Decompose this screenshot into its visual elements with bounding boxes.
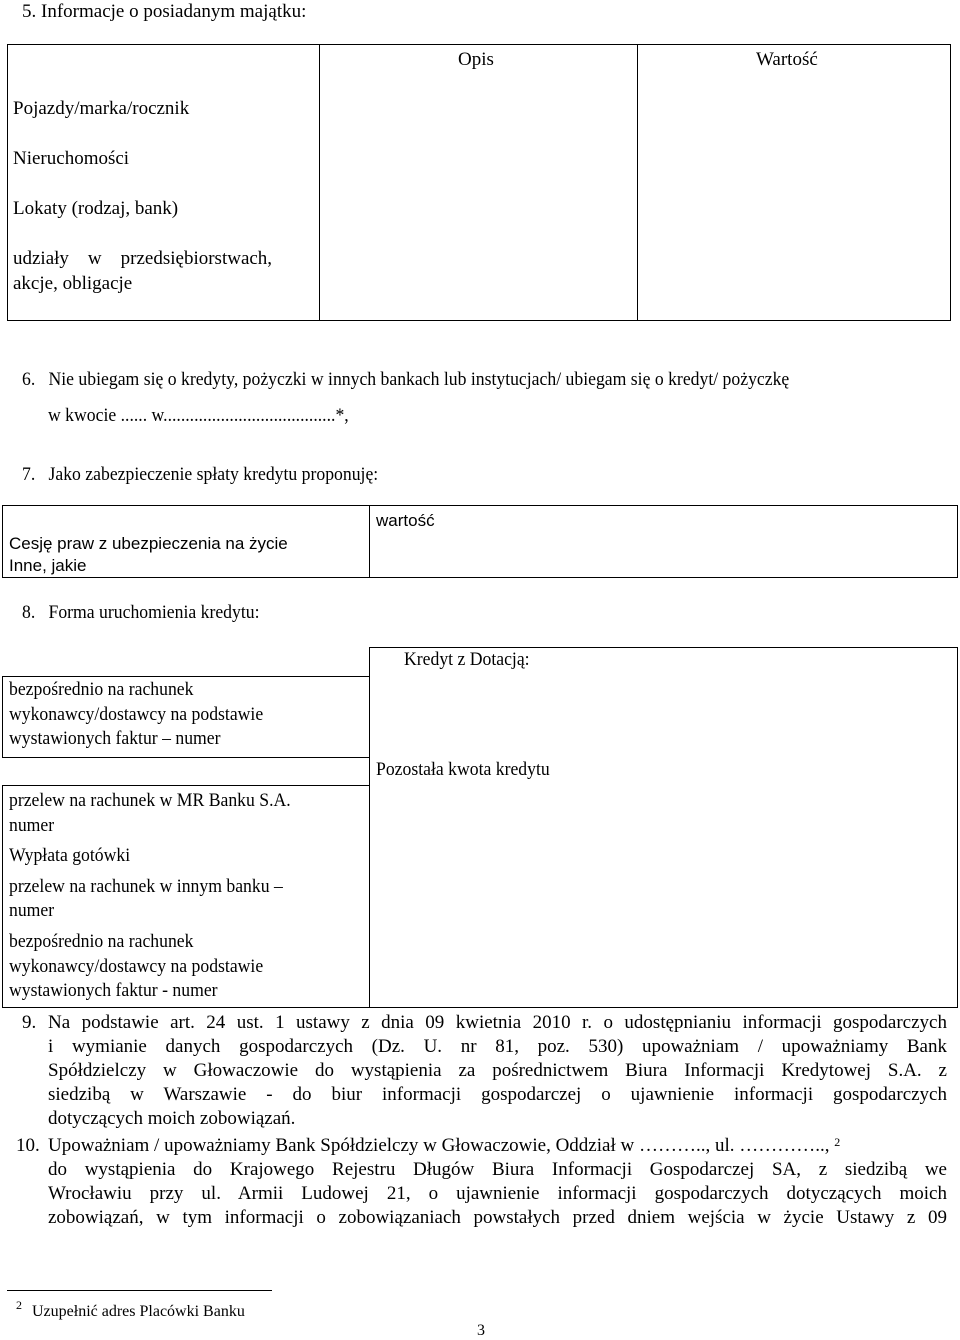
disbursement-option-2-line1: przelew na rachunek w MR Banku S.A. xyxy=(9,790,291,811)
disbursement-option-5-line3: wystawionych faktur - numer xyxy=(9,980,218,1001)
footnote-number: 2 xyxy=(16,1298,22,1312)
disbursement-option-3: Wypłata gotówki xyxy=(9,845,131,866)
footnote-ref: 2 xyxy=(834,1135,841,1149)
disbursement-option-1-line1: bezpośrednio na rachunek xyxy=(9,679,194,700)
section9-paragraph xyxy=(48,1011,947,1131)
label-kredyt-z-dotacja: Kredyt z Dotacją: xyxy=(404,649,530,670)
section7-heading: 7. Jako zabezpieczenie spłaty kredytu proponuję: xyxy=(22,464,379,485)
disbursement-option-1-line3: wystawionych faktur – numer xyxy=(9,728,221,749)
disbursement-middle-line xyxy=(369,647,370,1008)
security-table-divider xyxy=(369,505,370,578)
section10-line-3: Wrocławiu przy ul. Armii Ludowej 21, o ujawnienie informacji gospodarczych dotyczących moich xyxy=(48,1183,947,1204)
row-label-udzialy-2: akcje, obligacje xyxy=(13,273,133,294)
security-option-cesja: Cesję praw z ubezpieczenia na życie xyxy=(9,534,288,553)
footnote-separator xyxy=(7,1290,272,1291)
section9-line-4: siedzibą w Warszawie - do biur informacji gospodarczej o ujawnienie informacji gospodarczych xyxy=(48,1084,947,1105)
section10-line-1-text: Upoważniam / upoważniamy Bank Spółdzielczy w Głowaczowie, Oddział w ……….., ul. ………….., xyxy=(48,1135,835,1156)
label-pozostala-kwota: Pozostała kwota kredytu xyxy=(376,759,550,780)
section9-line-5: dotyczących moich zobowiązań. xyxy=(48,1108,296,1129)
section6-line1: 6. Nie ubiegam się o kredyty, pożyczki w innych bankach lub instytucjach/ ubiegam się o kredyt/ pożyczkę xyxy=(22,369,790,390)
page-number: 3 xyxy=(477,1322,485,1339)
disbursement-option-5-line1: bezpośrednio na rachunek xyxy=(9,931,194,952)
section10-paragraph xyxy=(48,1134,947,1230)
disbursement-option-4-line1: przelew na rachunek w innym banku – xyxy=(9,876,283,897)
section10-number: 10. xyxy=(16,1135,40,1156)
section10-line-2: do wystąpienia do Krajowego Rejestru Długów Biura Informacji Gospodarczej SA, z siedzibą we xyxy=(48,1159,947,1180)
section10-line-4: zobowiązań, w tym informacji o zobowiązaniach powstałych przed dniem wejścia w życie Ustawy z 09 xyxy=(48,1207,947,1228)
section9-line-2: i wymianie danych gospodarczych (Dz. U. nr 81, poz. 530) upoważniam / upoważniamy Bank xyxy=(48,1036,947,1057)
security-option-inne: Inne, jakie xyxy=(9,556,87,575)
disbursement-bottom xyxy=(369,1007,958,1008)
disbursement-option-4-line2: numer xyxy=(9,900,55,921)
footnote-text: Uzupełnić adres Placówki Banku xyxy=(32,1303,245,1320)
disbursement-option-1-line2: wykonawcy/dostawcy na podstawie xyxy=(9,704,264,725)
section6-line2: w kwocie ...... w.......................................*, xyxy=(48,405,349,426)
assets-table-divider-1 xyxy=(319,44,320,321)
row-label-udzialy-1: udziały w przedsiębiorstwach, xyxy=(13,248,273,269)
section9-line-1: Na podstawie art. 24 ust. 1 ustawy z dnia 09 kwietnia 2010 r. o udostępnianiu informacji gospodarczych xyxy=(48,1012,947,1033)
security-value-label: wartość xyxy=(376,511,435,530)
row-label-lokaty: Lokaty (rodzaj, bank) xyxy=(13,198,179,219)
column-header-wartosc: Wartość xyxy=(756,49,818,70)
assets-table xyxy=(7,44,951,321)
column-header-opis: Opis xyxy=(458,49,494,70)
assets-table-divider-2 xyxy=(637,44,638,321)
disbursement-right-edge xyxy=(957,647,958,1008)
section9-line-3: Spółdzielczy w Głowaczowie do wystąpienia za pośrednictwem Biura Informacji Kredytowej S.A. z xyxy=(48,1060,947,1081)
disbursement-option-5-line2: wykonawcy/dostawcy na podstawie xyxy=(9,956,264,977)
section8-heading: 8. Forma uruchomienia kredytu: xyxy=(22,602,260,623)
section9-number: 9. xyxy=(22,1012,37,1033)
disbursement-option-2-line2: numer xyxy=(9,815,55,836)
row-label-nieruchomosci: Nieruchomości xyxy=(13,148,130,169)
section10-line-1 xyxy=(48,1134,947,1158)
section5-heading: 5. Informacje o posiadanym majątku: xyxy=(22,1,307,22)
row-label-pojazdy: Pojazdy/marka/rocznik xyxy=(13,98,190,119)
